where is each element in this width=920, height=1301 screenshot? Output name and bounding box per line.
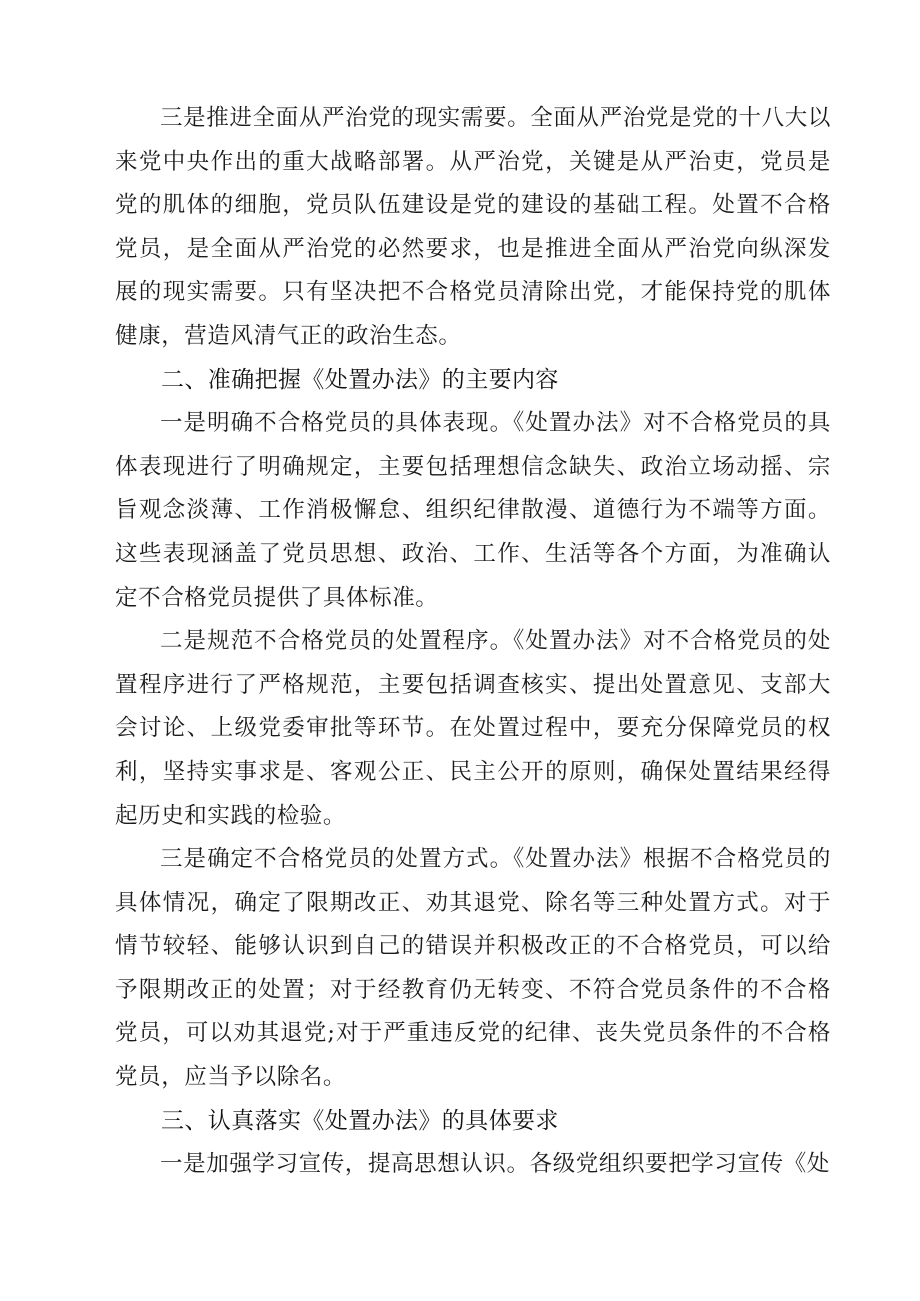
paragraph-handling-procedure: 二是规范不合格党员的处置程序。《处置办法》对不合格党员的处置程序进行了严格规范，主要包括调查核实、提出处置意见、支部大会讨论、上级党委审批等环节。在处置过程中，要充分保障党员的权利，坚持实事求是、客观公正、民主公开的原则，确保处置结果经得起历史和实践的检验。 — [115, 628, 831, 829]
paragraph-handling-methods: 三是确定不合格党员的处置方式。《处置办法》根据不合格党员的具体情况，确定了限期改正、劝其退党、除名等三种处置方式。对于情节较轻、能够认识到自己的错误并积极改正的不合格党员，可以给予限期改正的处置；对于经教育仍无转变、不符合党员条件的不合格党员，可以劝其退党;对于严重违反党的纪律、丧失党员条件的不合格党员，应当予以除名。 — [115, 846, 831, 1091]
paragraph-study-publicity: 一是加强学习宣传，提高思想认识。各级党组织要把学习宣传《处 — [160, 1151, 830, 1178]
document-body — [115, 97, 831, 1187]
paragraph-specific-manifestations: 一是明确不合格党员的具体表现。《处置办法》对不合格党员的具体表现进行了明确规定，主要包括理想信念缺失、政治立场动摇、宗旨观念淡薄、工作消极懈怠、组织纪律散漫、道德行为不端等方面。这些表现涵盖了党员思想、政治、工作、生活等各个方面，为准确认定不合格党员提供了具体标准。 — [115, 410, 831, 611]
paragraph-strict-governance-need: 三是推进全面从严治党的现实需要。全面从严治党是党的十八大以来党中央作出的重大战略部署。从严治党，关键是从严治吏，党员是党的肌体的细胞，党员队伍建设是党的建设的基础工程。处置不合格党员，是全面从严治党的必然要求，也是推进全面从严治党向纵深发展的现实需要。只有坚决把不合格党员清除出党，才能保持党的肌体健康，营造风清气正的政治生态。 — [115, 105, 831, 349]
section-heading-main-content: 二、准确把握《处置办法》的主要内容 — [161, 366, 559, 393]
section-heading-implementation-requirements: 三、认真落实《处置办法》的具体要求 — [161, 1107, 559, 1134]
